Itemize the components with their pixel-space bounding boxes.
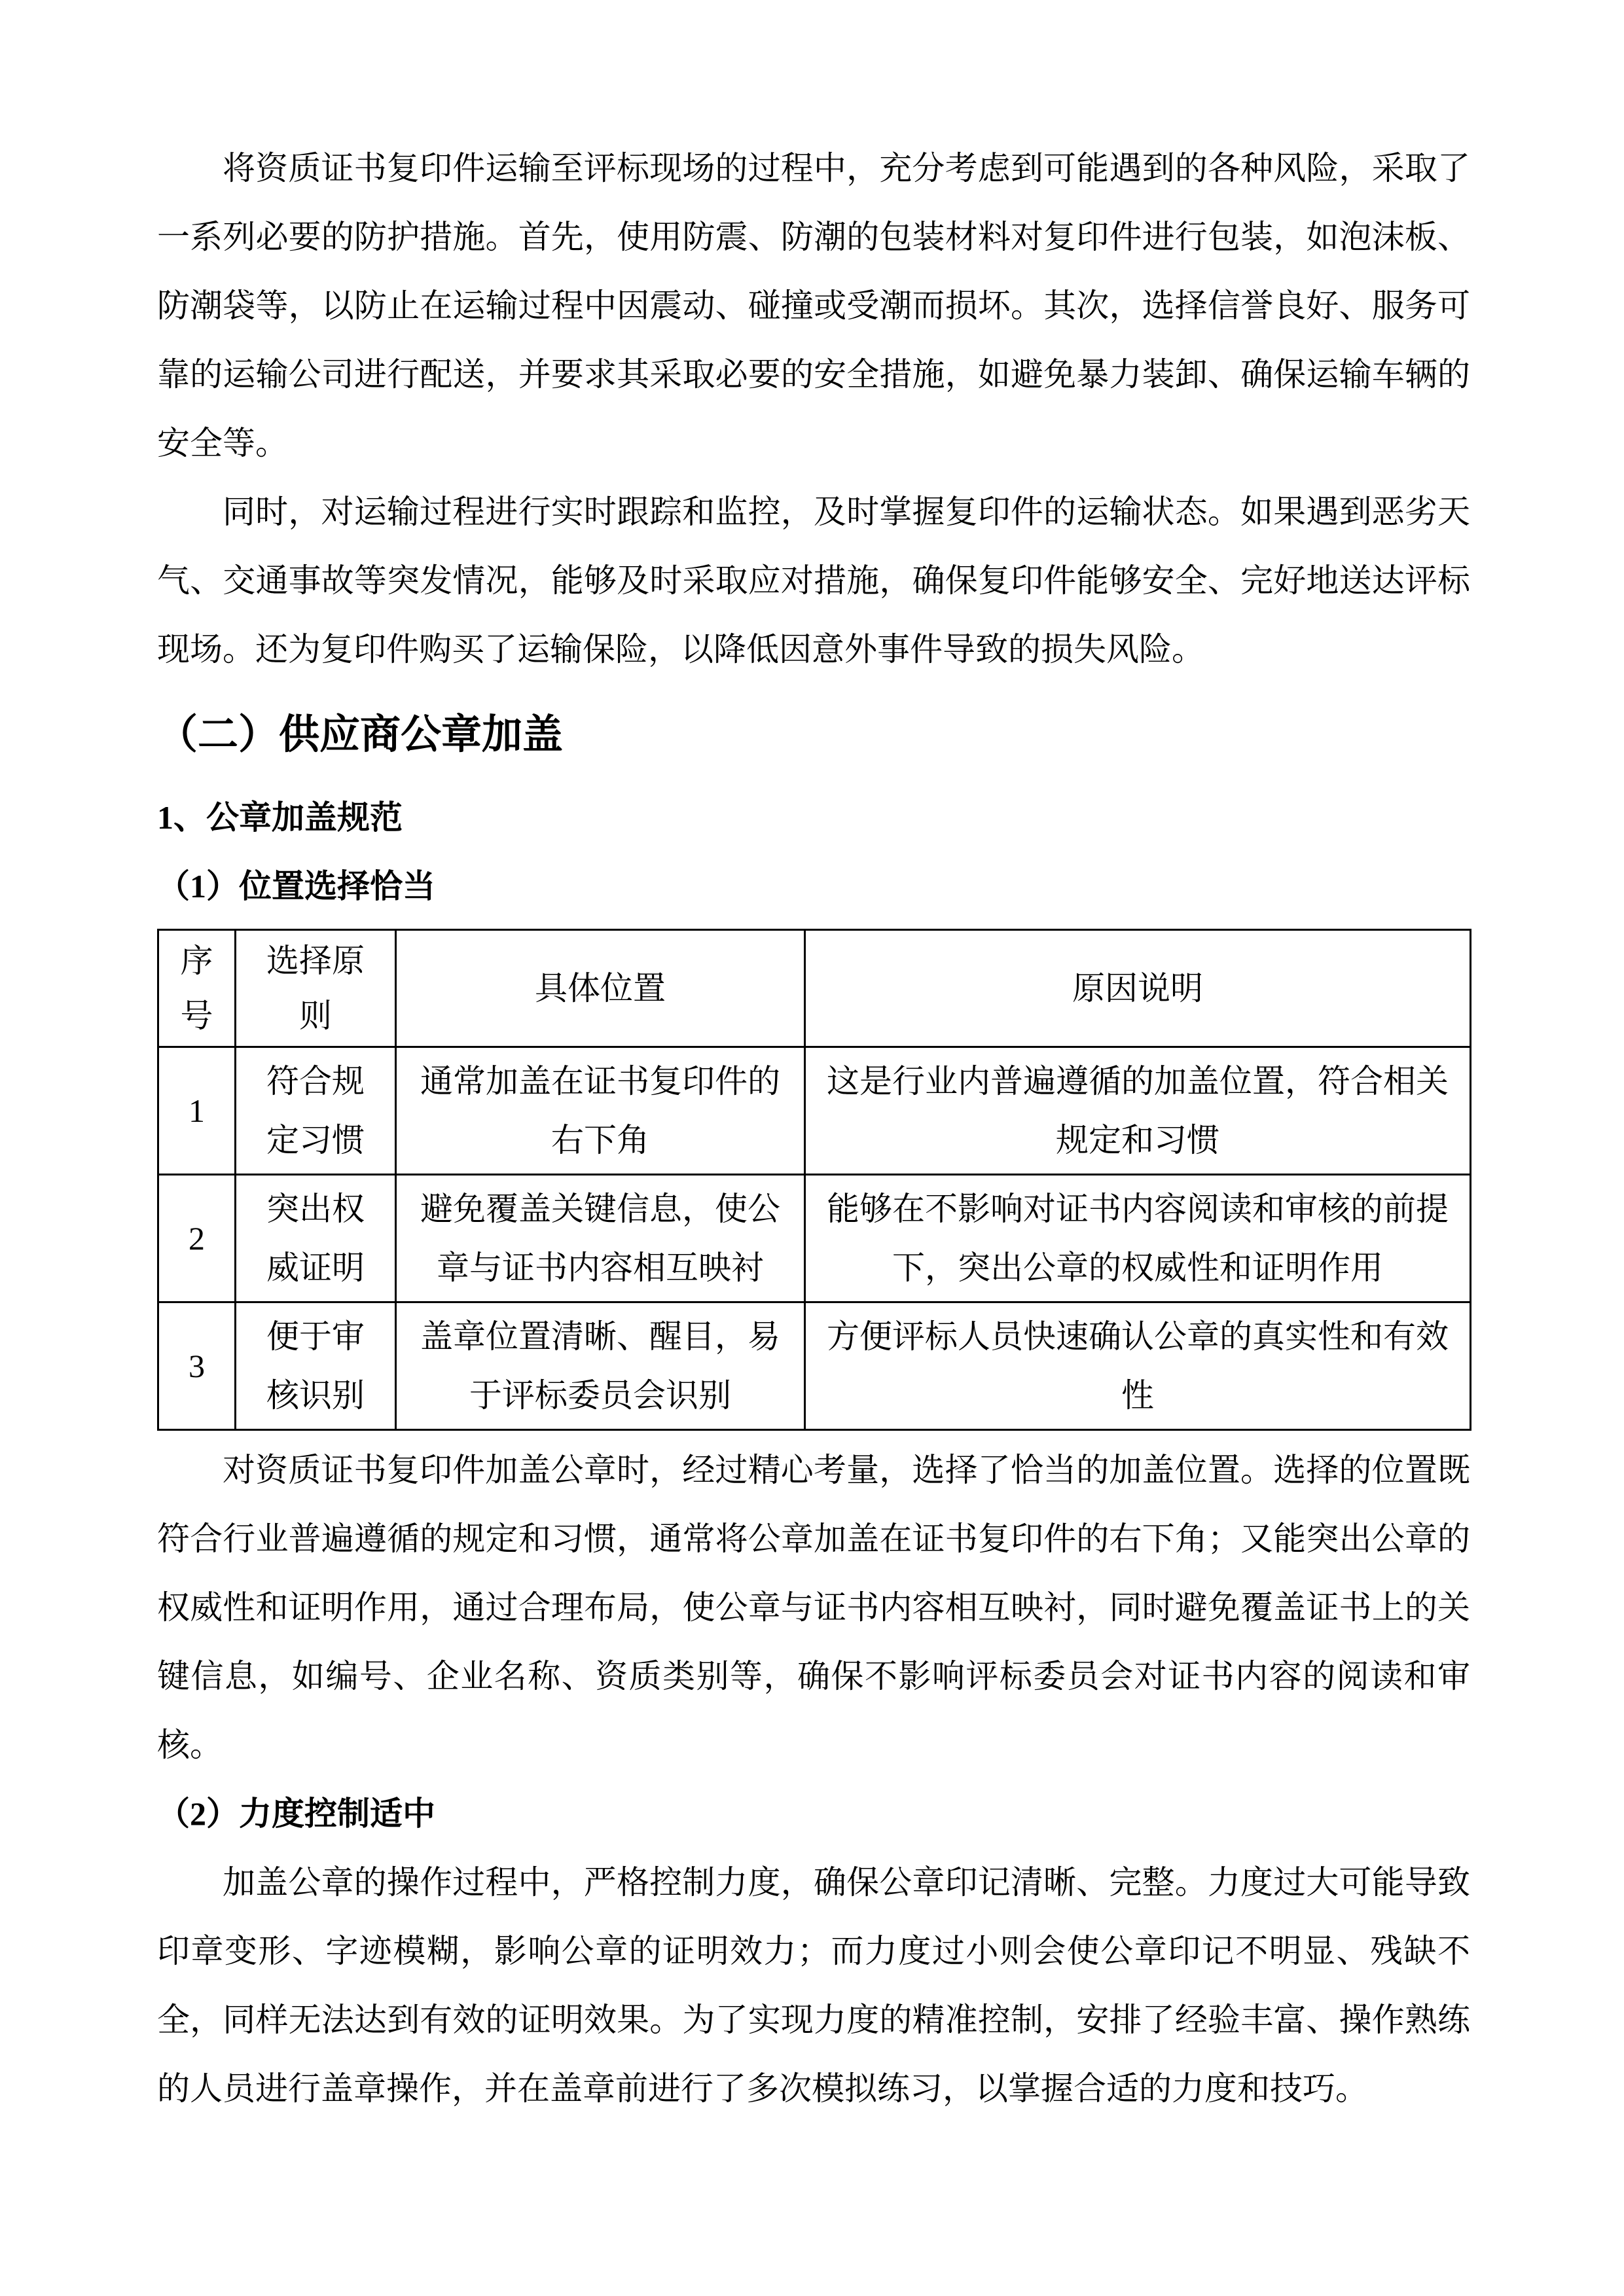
column-header-position: 具体位置 — [396, 930, 805, 1047]
cell-reason-1: 这是行业内普遍遵循的加盖位置，符合相关规定和习惯 — [805, 1047, 1471, 1175]
cell-reason-2: 能够在不影响对证书内容阅读和审核的前提下，突出公章的权威性和证明作用 — [805, 1175, 1471, 1302]
cell-index-1: 1 — [158, 1047, 236, 1175]
column-header-principle: 选择原则 — [236, 930, 396, 1047]
cell-index-2: 2 — [158, 1175, 236, 1302]
cell-position-1: 通常加盖在证书复印件的右下角 — [396, 1047, 805, 1175]
paragraph-pressure-explanation: 加盖公章的操作过程中，严格控制力度，确保公章印记清晰、完整。力度过大可能导致印章变形、字迹模糊，影响公章的证明效力；而力度过小则会使公章印记不明显、残缺不全，同样无法达到有效的证明效果。为了实现力度的精准控制，安排了经验丰富、操作熟练的人员进行盖章操作，并在盖章前进行了多次模拟练习，以掌握合适的力度和技巧。 — [157, 1864, 1470, 2107]
table-row — [158, 1302, 1471, 1430]
cell-principle-3: 便于审核识别 — [236, 1302, 396, 1430]
cell-reason-3: 方便评标人员快速确认公章的真实性和有效性 — [805, 1302, 1471, 1430]
seal-position-table — [157, 929, 1471, 1431]
cell-index-3: 3 — [158, 1302, 236, 1430]
subsection-heading-pressure-control: （2）力度控制适中 — [157, 1795, 435, 1832]
section-heading-supplier-seal: （二）供应商公章加盖 — [157, 713, 564, 757]
paragraph-position-explanation: 对资质证书复印件加盖公章时，经过精心考量，选择了恰当的加盖位置。选择的位置既符合行业普遍遵循的规定和习惯，通常将公章加盖在证书复印件的右下角；又能突出公章的权威性和证明作用，通过合理布局，使公章与证书内容相互映衬，同时避免覆盖证书上的关键信息，如编号、企业名称、资质类别等，确保不影响评标委员会对证书内容的阅读和审核。 — [157, 1452, 1470, 1763]
paragraph-transport-protection: 将资质证书复印件运输至评标现场的过程中，充分考虑到可能遇到的各种风险，采取了一系列必要的防护措施。首先，使用防震、防潮的包装材料对复印件进行包装，如泡沫板、防潮袋等，以防止在运输过程中因震动、碰撞或受潮而损坏。其次，选择信誉良好、服务可靠的运输公司进行配送，并要求其采取必要的安全措施，如避免暴力装卸、确保运输车辆的安全等。 — [157, 150, 1470, 461]
paragraph-transport-monitoring: 同时，对运输过程进行实时跟踪和监控，及时掌握复印件的运输状态。如果遇到恶劣天气、交通事故等突发情况，能够及时采取应对措施，确保复印件能够安全、完好地送达评标现场。还为复印件购买了运输保险，以降低因意外事件导致的损失风险。 — [157, 493, 1470, 668]
table-row — [158, 1047, 1471, 1175]
table-header-row — [158, 930, 1471, 1047]
cell-position-2: 避免覆盖关键信息，使公章与证书内容相互映衬 — [396, 1175, 805, 1302]
column-header-index: 序号 — [158, 930, 236, 1047]
table-row — [158, 1175, 1471, 1302]
subsection-heading-seal-standard: 1、公章加盖规范 — [157, 799, 403, 836]
cell-principle-1: 符合规定习惯 — [236, 1047, 396, 1175]
cell-position-3: 盖章位置清晰、醒目，易于评标委员会识别 — [396, 1302, 805, 1430]
column-header-reason: 原因说明 — [805, 930, 1471, 1047]
subsection-heading-position-choice: （1）位置选择恰当 — [157, 868, 435, 905]
cell-principle-2: 突出权威证明 — [236, 1175, 396, 1302]
